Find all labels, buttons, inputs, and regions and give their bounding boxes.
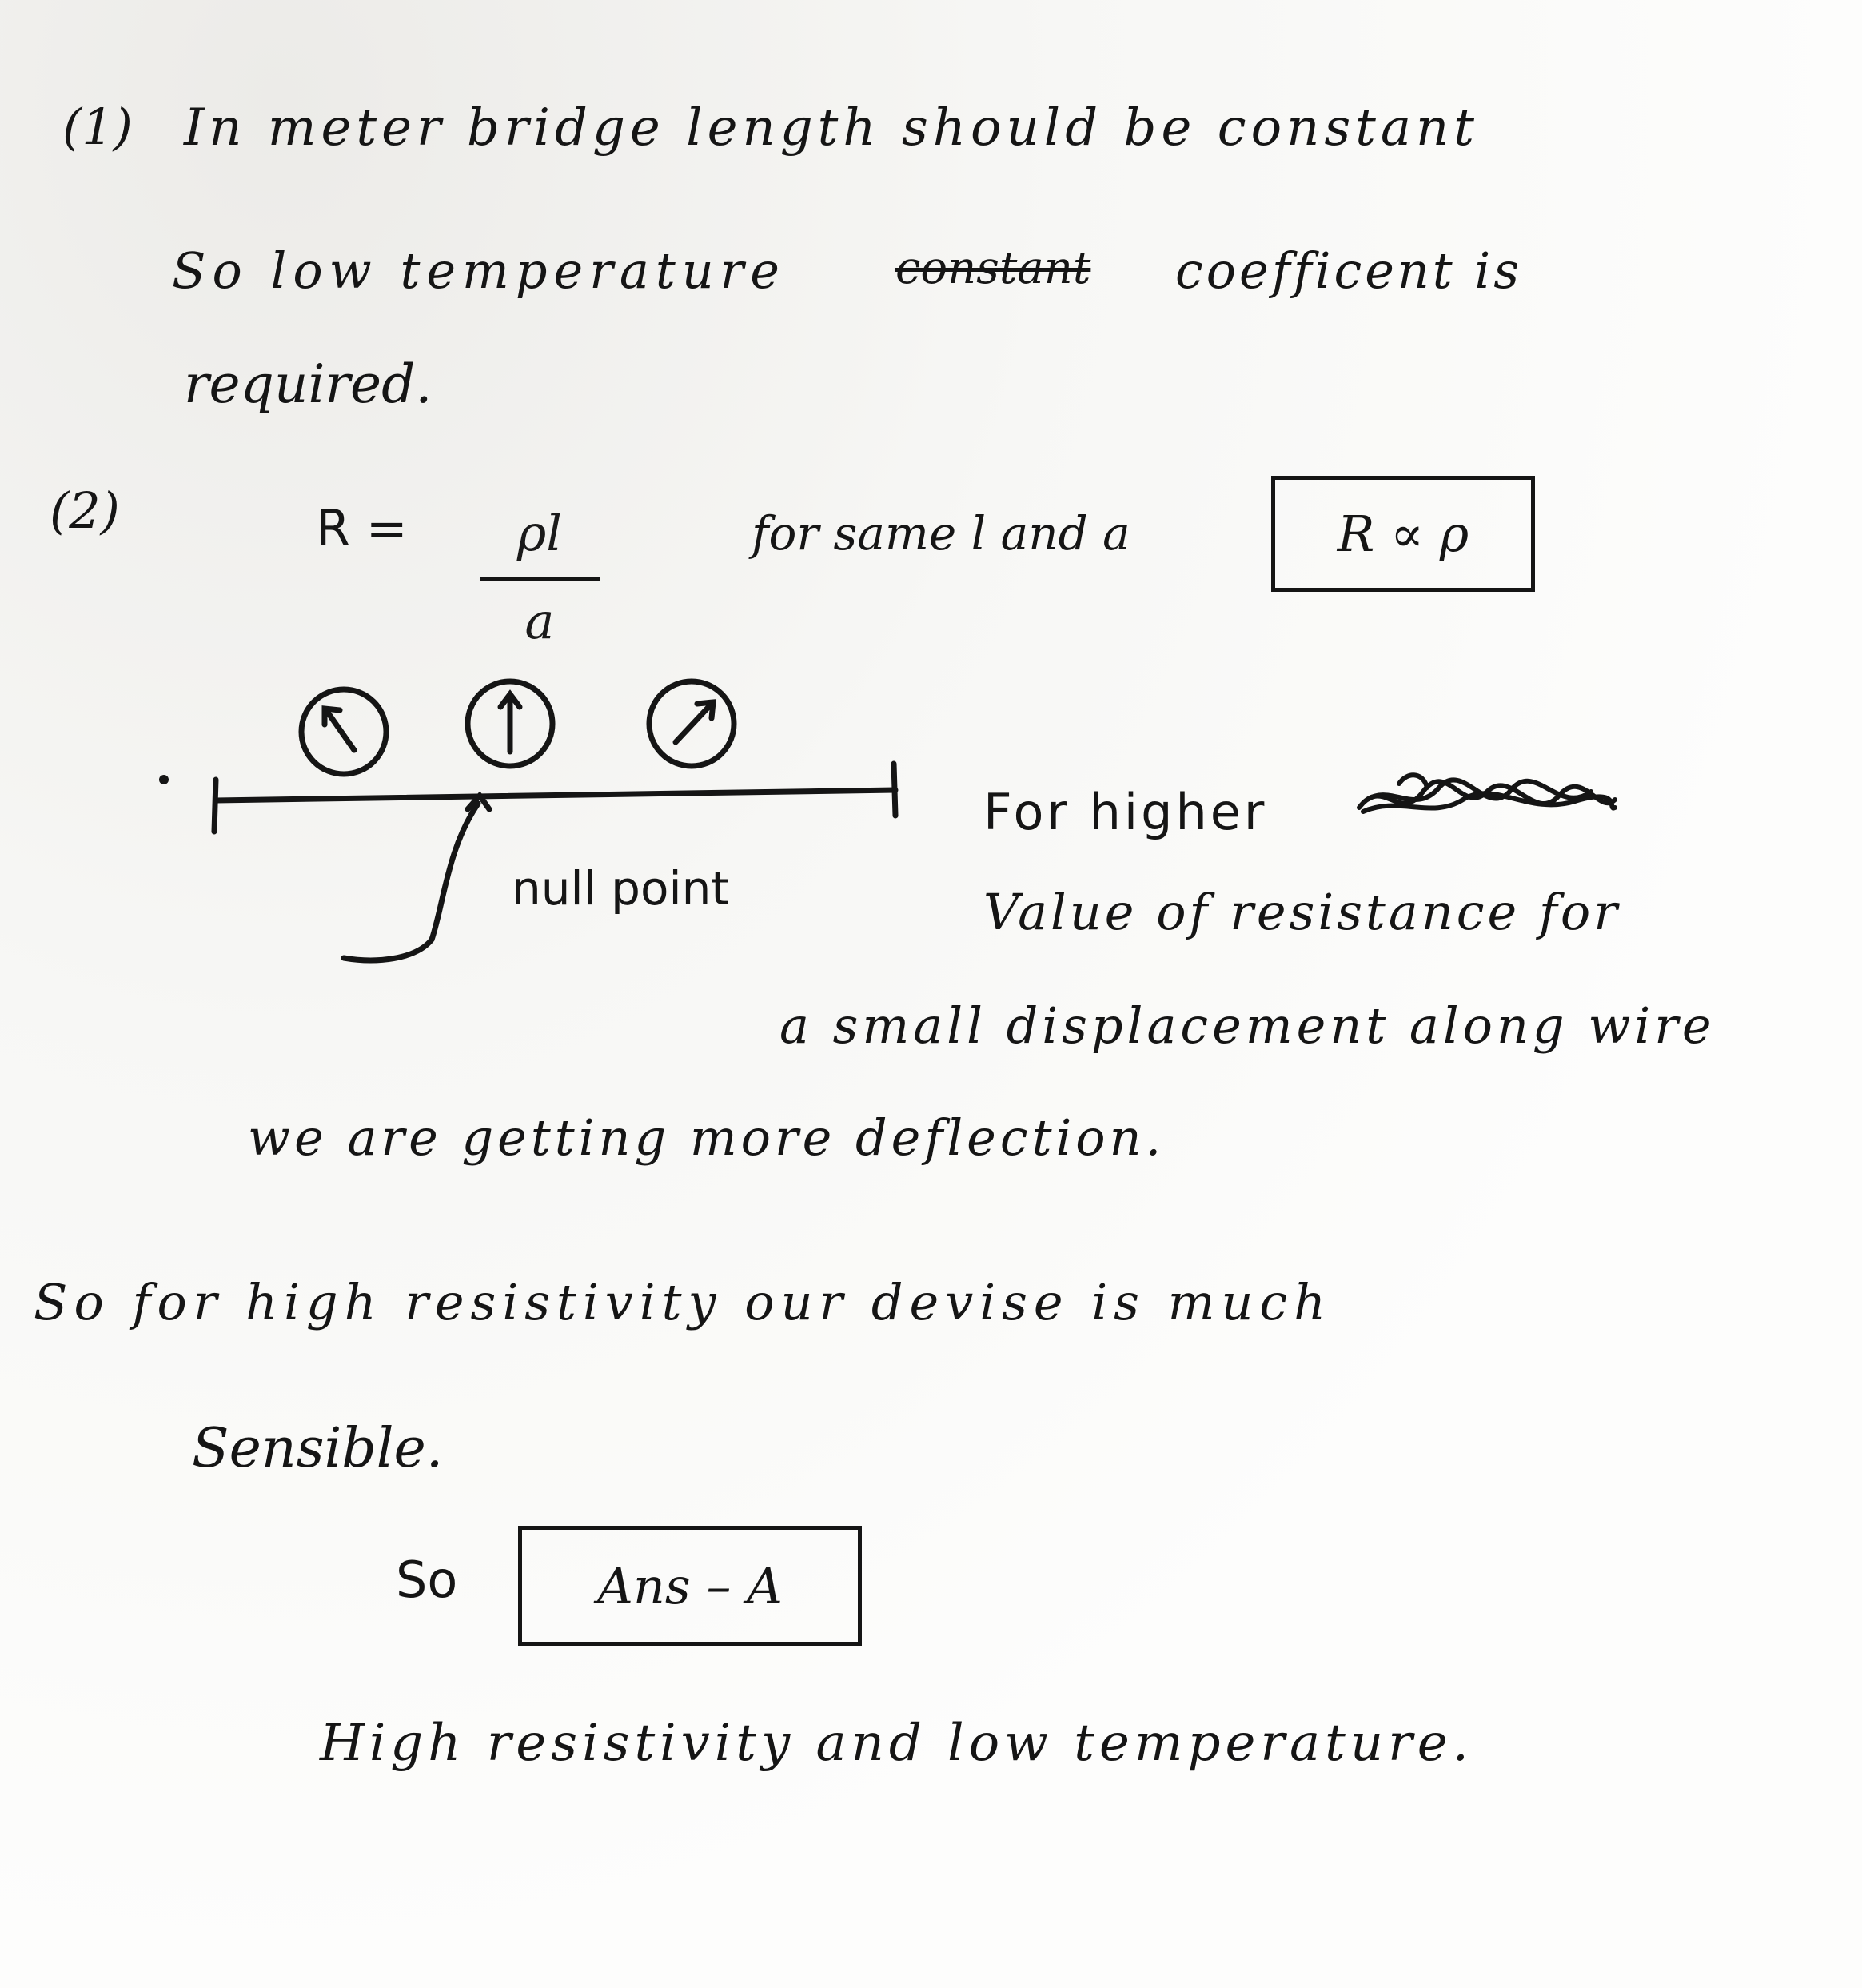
bridge-wire bbox=[216, 790, 895, 800]
formula-numerator: ρl bbox=[516, 504, 563, 562]
explain-line1: For higher bbox=[983, 783, 1268, 841]
formula-lhs: R = bbox=[316, 499, 408, 557]
scribbled-word bbox=[1351, 768, 1623, 832]
part1-line1: In meter bridge length should be constant bbox=[184, 98, 1479, 158]
part2-number: (2) bbox=[50, 481, 120, 540]
formula-condition: for same l and a bbox=[752, 506, 1130, 561]
part1-line2-suffix: coefficent is bbox=[1175, 242, 1523, 300]
part1-line3: required. bbox=[184, 353, 433, 415]
null-point-label: null point bbox=[512, 861, 730, 916]
part1-number: (1) bbox=[62, 98, 133, 156]
formula-denominator: a bbox=[524, 592, 555, 650]
answer-text: Ans – A bbox=[597, 1556, 783, 1615]
relation-text: R ∝ ρ bbox=[1337, 505, 1469, 563]
conclusion-line1: So for high resistivity our devise is much bbox=[34, 1273, 1333, 1331]
final-line: High resistivity and low temperature. bbox=[320, 1714, 1473, 1773]
answer-prefix: So bbox=[396, 1551, 458, 1609]
answer-box bbox=[518, 1526, 862, 1646]
explain-line4: we are getting more deflection. bbox=[248, 1108, 1166, 1167]
explain-line3: a small displacement along wire bbox=[779, 996, 1716, 1055]
explain-line2: Value of resistance for bbox=[983, 883, 1621, 941]
part1-line2-struck: constant bbox=[895, 242, 1091, 294]
jockey-pointer bbox=[344, 804, 478, 960]
part1-line2-prefix: So low temperature bbox=[172, 242, 786, 300]
conclusion-line2: Sensible. bbox=[192, 1417, 444, 1480]
